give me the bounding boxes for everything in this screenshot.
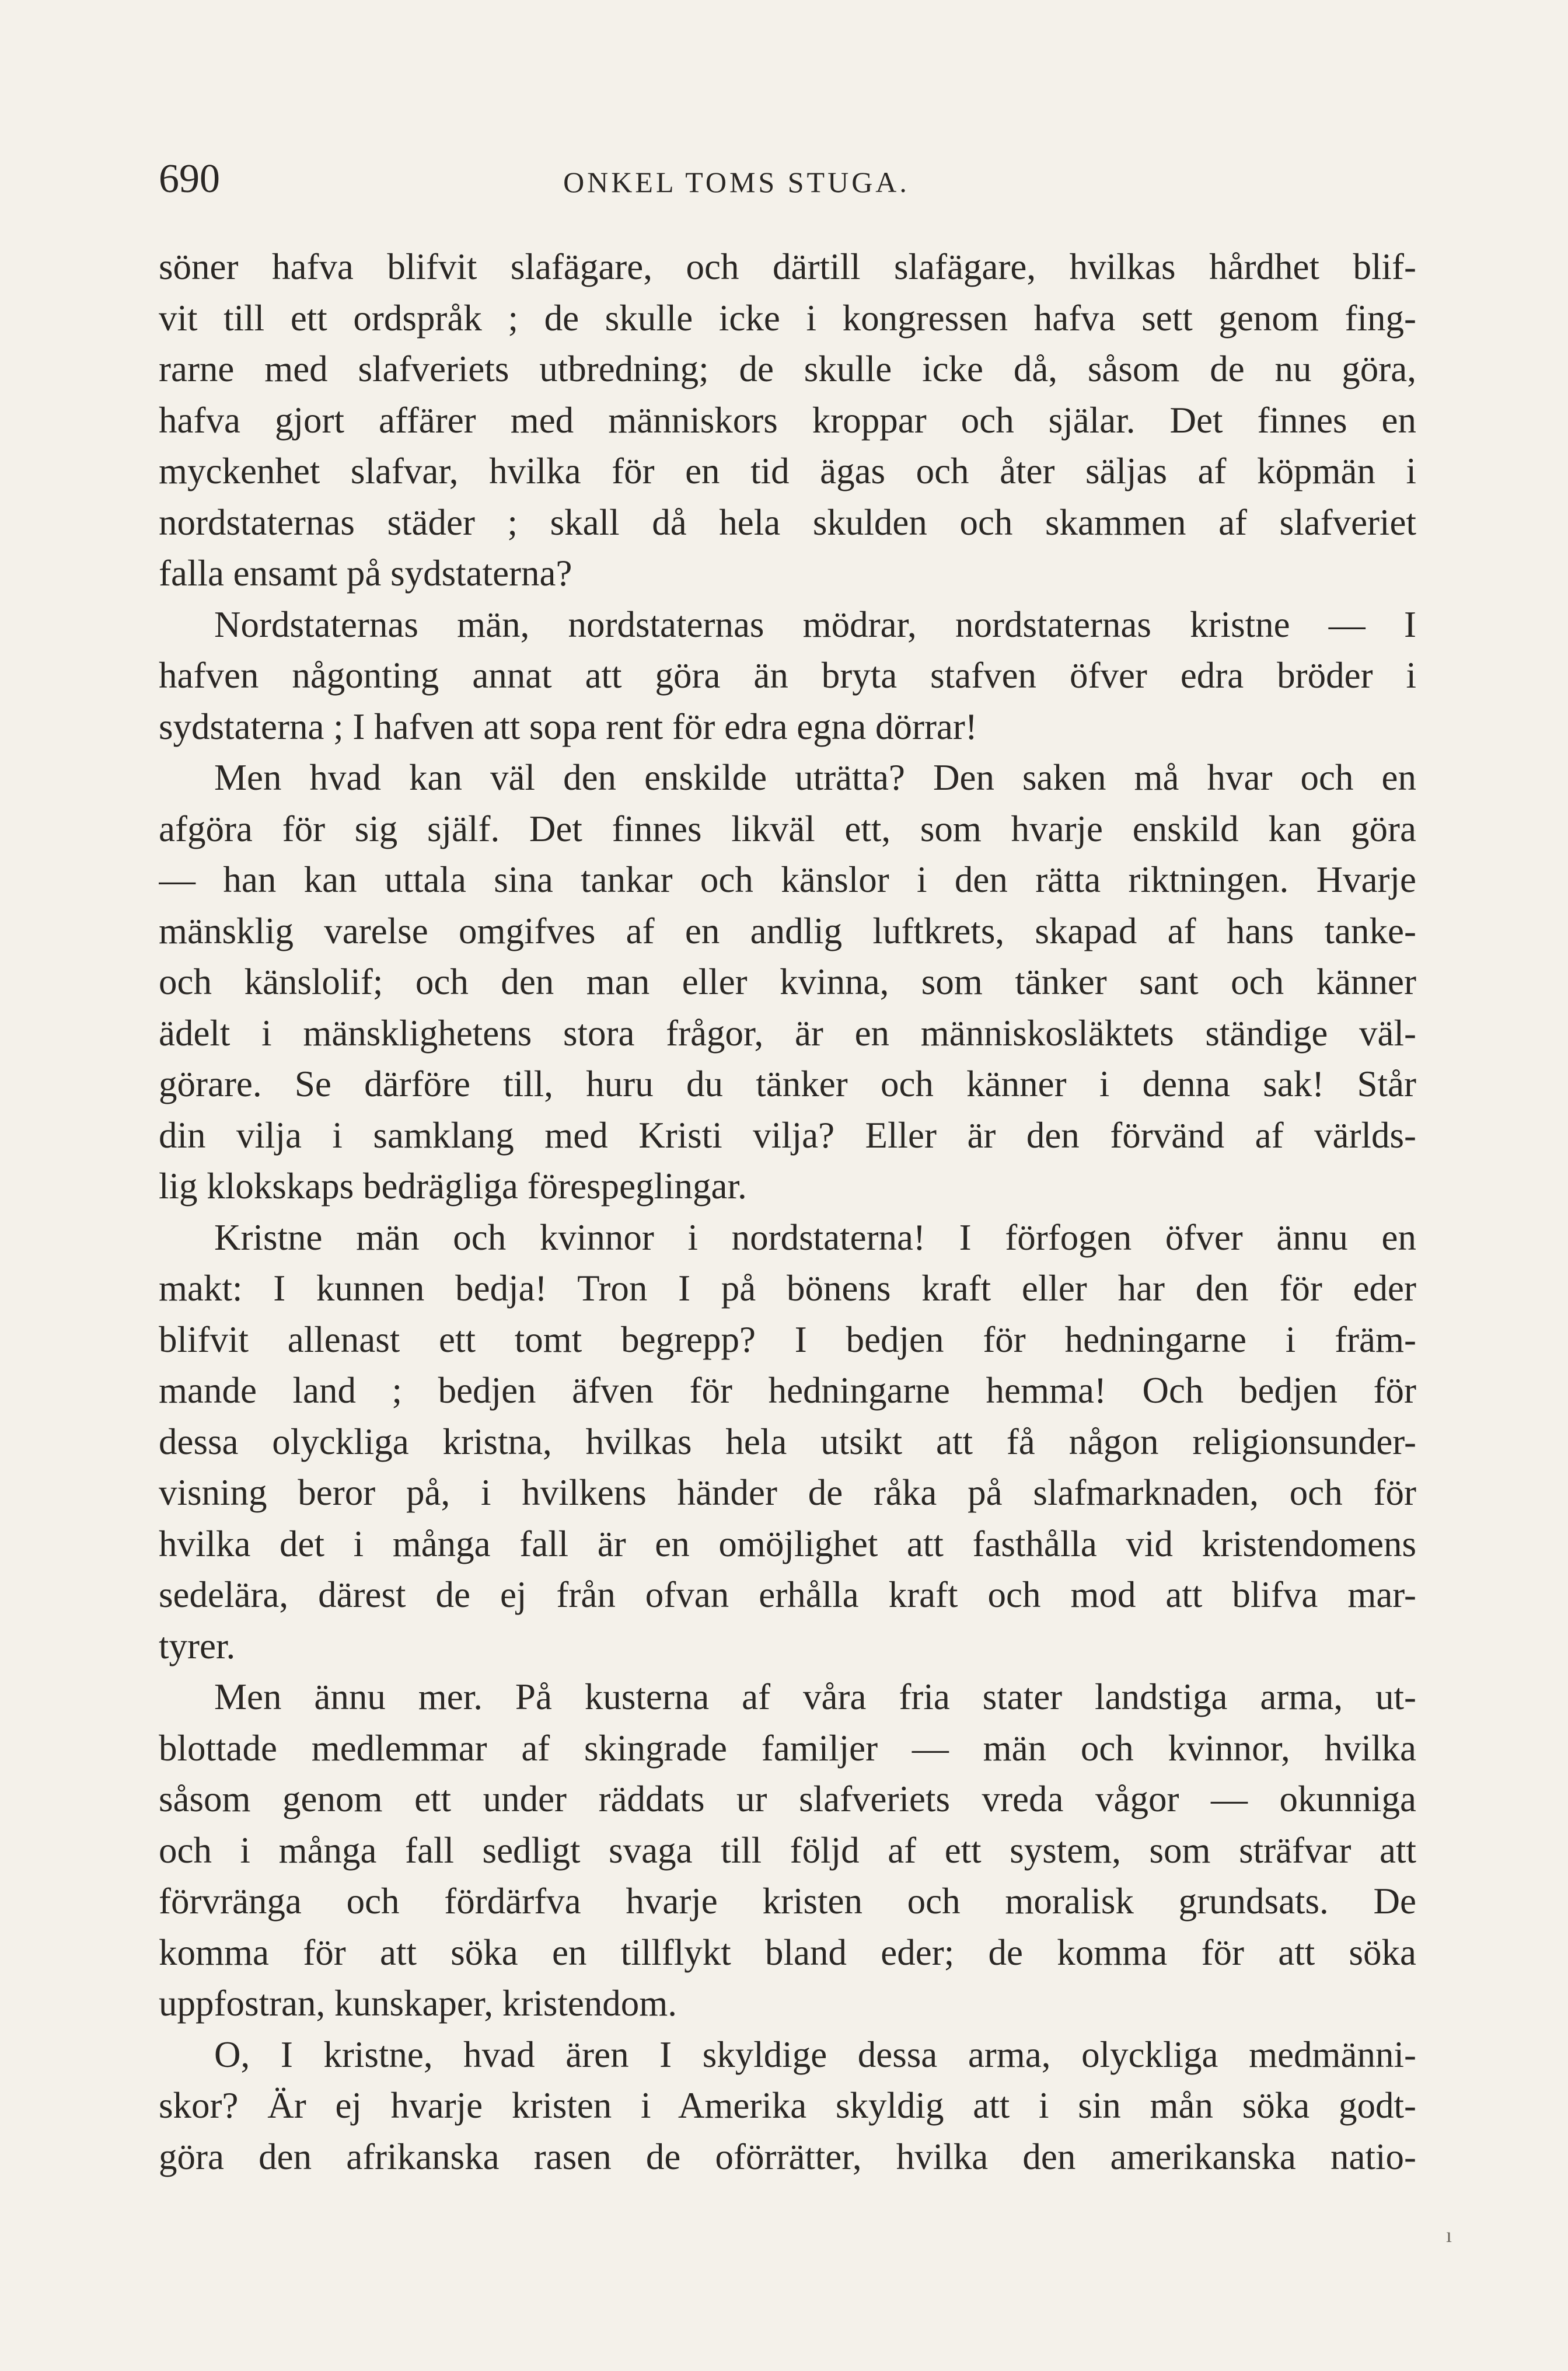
text-line: makt: I kunnen bedja! Tron I på bönens kraft eller har den för eder bbox=[159, 1268, 1416, 1309]
text-line: visning beror på, i hvilkens händer de råka på slafmarknaden, och för bbox=[159, 1472, 1416, 1513]
text-line: mande land ; bedjen äfven för hedningarne hemma! Och bedjen för bbox=[159, 1370, 1416, 1411]
text-line: skor? Är ej hvarje kristen i Amerika skyldig att i sin mån söka godt- bbox=[159, 2085, 1416, 2126]
page-header bbox=[159, 153, 1314, 205]
text-line: tyrer. bbox=[159, 1625, 236, 1666]
running-title: ONKEL TOMS STUGA. bbox=[563, 166, 910, 198]
text-line: rarne med slafveriets utbredning; de skulle icke då, såsom de nu göra, bbox=[159, 348, 1416, 389]
text-line: hafva gjort affärer med människors kroppar och själar. Det finnes en bbox=[159, 399, 1416, 441]
text-line: hafven någonting annat att göra än bryta stafven öfver edra bröder i bbox=[159, 655, 1416, 696]
text-line: din vilja i samklang med Kristi vilja? Eller är den förvänd af världs- bbox=[159, 1114, 1416, 1156]
text-line: blifvit allenast ett tomt begrepp? I bedjen för hedningarne i främ- bbox=[159, 1319, 1416, 1360]
text-line: ädelt i mänsklighetens stora frågor, är en människosläktets ständige väl- bbox=[159, 1012, 1416, 1054]
text-line: lig klokskaps bedrägliga förespeglingar. bbox=[159, 1166, 747, 1207]
text-line: Men ännu mer. På kusterna af våra fria stater landstiga arma, ut- bbox=[214, 1676, 1416, 1717]
text-line: Men hvad kan väl den enskilde uträtta? Den saken må hvar och en bbox=[214, 757, 1416, 798]
text-line: göra den afrikanska rasen de oförrätter, hvilka den amerikanska natio- bbox=[159, 2136, 1416, 2177]
body-text bbox=[159, 242, 1416, 2182]
text-line: hvilka det i många fall är en omöjlighet att fasthålla vid kristendomens bbox=[159, 1523, 1416, 1564]
text-line: vit till ett ordspråk ; de skulle icke i kongressen hafva sett genom fing- bbox=[159, 297, 1416, 339]
text-line: uppfostran, kunskaper, kristendom. bbox=[159, 1983, 678, 2024]
text-line: falla ensamt på sydstaterna? bbox=[159, 553, 572, 594]
stray-mark: ı bbox=[1446, 2223, 1452, 2247]
text-line: nordstaternas städer ; skall då hela skulden och skammen af slafveriet bbox=[159, 501, 1416, 543]
page-number: 690 bbox=[159, 156, 220, 201]
text-line: — han kan uttala sina tankar och känslor i den rätta riktningen. Hvarje bbox=[159, 859, 1416, 900]
text-line: myckenhet slafvar, hvilka för en tid ägas och åter säljas af köpmän i bbox=[159, 451, 1416, 491]
text-line: förvränga och fördärfva hvarje kristen och moralisk grundsats. De bbox=[159, 1881, 1416, 1922]
text-line: Kristne män och kvinnor i nordstaterna! I förfogen öfver ännu en bbox=[214, 1216, 1416, 1258]
text-line: blottade medlemmar af skingrade familjer — män och kvinnor, hvilka bbox=[159, 1727, 1416, 1769]
text-line: O, I kristne, hvad ären I skyldige dessa arma, olyckliga medmänni- bbox=[214, 2034, 1416, 2075]
text-line: görare. Se därföre till, huru du tänker och känner i denna sak! Står bbox=[159, 1064, 1416, 1104]
text-line: sydstaterna ; I hafven att sopa rent för edra egna dörrar! bbox=[159, 706, 977, 747]
text-line: och känslolif; och den man eller kvinna, som tänker sant och känner bbox=[159, 961, 1416, 1002]
text-line: och i många fall sedligt svaga till följd af ett system, som sträfvar att bbox=[159, 1829, 1416, 1871]
text-line: såsom genom ett under räddats ur slafveriets vreda vågor — okunniga bbox=[159, 1779, 1416, 1819]
text-line: söner hafva blifvit slafägare, och därtill slafägare, hvilkas hårdhet blif- bbox=[159, 246, 1416, 287]
text-line: afgöra för sig själf. Det finnes likväl ett, som hvarje enskild kan göra bbox=[159, 808, 1416, 849]
text-line: komma för att söka en tillflykt bland eder; de komma för att söka bbox=[159, 1931, 1416, 1973]
text-line: dessa olyckliga kristna, hvilkas hela utsikt att få någon religionsunder- bbox=[159, 1421, 1416, 1462]
text-line: mänsklig varelse omgifves af en andlig luftkrets, skapad af hans tanke- bbox=[159, 910, 1416, 951]
text-line: Nordstaternas män, nordstaternas mödrar, nordstaternas kristne — I bbox=[214, 604, 1416, 645]
text-line: sedelära, därest de ej från ofvan erhålla kraft och mod att blifva mar- bbox=[159, 1574, 1416, 1615]
